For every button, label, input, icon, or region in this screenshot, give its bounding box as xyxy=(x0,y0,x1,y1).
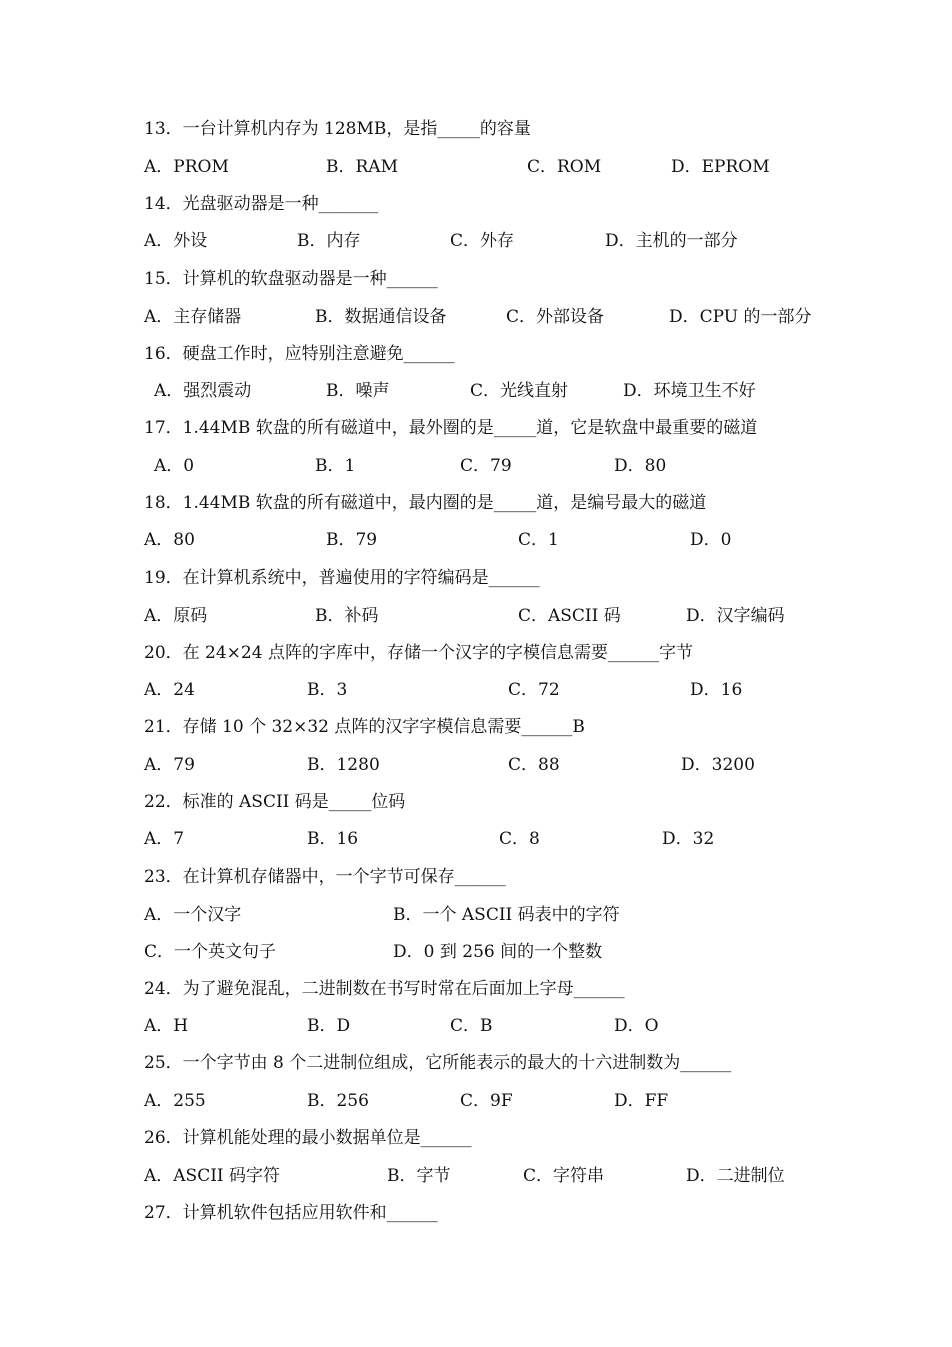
option-c: C．8 xyxy=(499,829,540,849)
option-c: C．B xyxy=(450,1016,493,1036)
option-a: A．H xyxy=(144,1016,189,1036)
option-a: A．一个汉字 xyxy=(144,905,242,925)
option-d: D．EPROM xyxy=(671,157,770,177)
option-c: C．光线直射 xyxy=(470,381,569,401)
question-18-stem: 18．1.44MB 软盘的所有磁道中，最内圈的是_____道，是编号最大的磁道 xyxy=(144,493,707,513)
option-d: D．16 xyxy=(690,680,743,700)
option-a: A．主存储器 xyxy=(144,307,242,327)
option-d: D．CPU 的一部分 xyxy=(669,307,812,327)
option-b: B．1280 xyxy=(307,755,380,775)
option-d: D．0 xyxy=(690,530,732,550)
option-a: A．原码 xyxy=(144,606,208,626)
option-d: D．二进制位 xyxy=(686,1166,785,1186)
option-b: B．数据通信设备 xyxy=(315,307,447,327)
option-c: C．外部设备 xyxy=(506,307,605,327)
question-21-stem: 21．存储 10 个 32×32 点阵的汉字字模信息需要______B xyxy=(144,717,585,737)
option-b: B．256 xyxy=(307,1091,369,1111)
option-b: B．噪声 xyxy=(326,381,390,401)
option-d: D．32 xyxy=(662,829,715,849)
question-26-stem: 26．计算机能处理的最小数据单位是______ xyxy=(144,1128,472,1148)
option-a: A．ASCII 码字符 xyxy=(144,1166,281,1186)
option-b: B．1 xyxy=(315,456,356,476)
option-c: C．88 xyxy=(508,755,560,775)
option-b: B．内存 xyxy=(297,231,361,251)
option-a: A．PROM xyxy=(144,157,229,177)
option-c: C．ROM xyxy=(527,157,602,177)
question-19-stem: 19．在计算机系统中，普遍使用的字符编码是______ xyxy=(144,568,540,588)
option-c: C．字符串 xyxy=(523,1166,605,1186)
option-b: B．RAM xyxy=(326,157,398,177)
option-c: C．79 xyxy=(460,456,512,476)
option-d: D．80 xyxy=(614,456,667,476)
question-15-stem: 15．计算机的软盘驱动器是一种______ xyxy=(144,269,438,289)
question-13-stem: 13．一台计算机内存为 128MB，是指_____的容量 xyxy=(144,119,531,139)
option-c: C．72 xyxy=(508,680,560,700)
option-d: D．3200 xyxy=(681,755,755,775)
option-b: B．补码 xyxy=(315,606,379,626)
option-a: A．79 xyxy=(144,755,195,775)
option-b: B．字节 xyxy=(387,1166,451,1186)
option-a: A．外设 xyxy=(144,231,208,251)
option-d: D．O xyxy=(614,1016,659,1036)
question-23-stem: 23．在计算机存储器中，一个字节可保存______ xyxy=(144,867,506,887)
question-24-stem: 24．为了避免混乱，二进制数在书写时常在后面加上字母______ xyxy=(144,979,625,999)
option-a: A．7 xyxy=(144,829,185,849)
question-17-stem: 17．1.44MB 软盘的所有磁道中，最外圈的是_____道，它是软盘中最重要的磁道 xyxy=(144,418,758,438)
option-d: D．环境卫生不好 xyxy=(623,381,756,401)
option-c: C．9F xyxy=(460,1091,513,1111)
option-d: D．汉字编码 xyxy=(686,606,785,626)
option-b: B．3 xyxy=(307,680,348,700)
option-c: C．1 xyxy=(518,530,559,550)
option-b: B．一个 ASCII 码表中的字符 xyxy=(393,905,620,925)
question-25-stem: 25．一个字节由 8 个二进制位组成，它所能表示的最大的十六进制数为______ xyxy=(144,1053,732,1073)
option-c: C．一个英文句子 xyxy=(144,942,277,962)
option-c: C．ASCII 码 xyxy=(518,606,621,626)
option-a: A．0 xyxy=(154,456,195,476)
option-b: B．D xyxy=(307,1016,351,1036)
option-a: A．255 xyxy=(144,1091,206,1111)
option-b: B．79 xyxy=(326,530,378,550)
option-d: D．FF xyxy=(614,1091,669,1111)
option-b: B．16 xyxy=(307,829,359,849)
question-20-stem: 20．在 24×24 点阵的字库中，存储一个汉字的字模信息需要______字节 xyxy=(144,643,693,663)
question-14-stem: 14．光盘驱动器是一种_______ xyxy=(144,194,379,214)
option-d: D．0 到 256 间的一个整数 xyxy=(393,942,603,962)
question-22-stem: 22．标准的 ASCII 码是_____位码 xyxy=(144,792,406,812)
question-16-stem: 16．硬盘工作时，应特别注意避免______ xyxy=(144,344,455,364)
question-27-stem: 27．计算机软件包括应用软件和______ xyxy=(144,1203,438,1223)
option-a: A．80 xyxy=(144,530,195,550)
option-a: A．24 xyxy=(144,680,195,700)
option-c: C．外存 xyxy=(450,231,515,251)
option-a: A．强烈震动 xyxy=(154,381,252,401)
option-d: D．主机的一部分 xyxy=(605,231,738,251)
